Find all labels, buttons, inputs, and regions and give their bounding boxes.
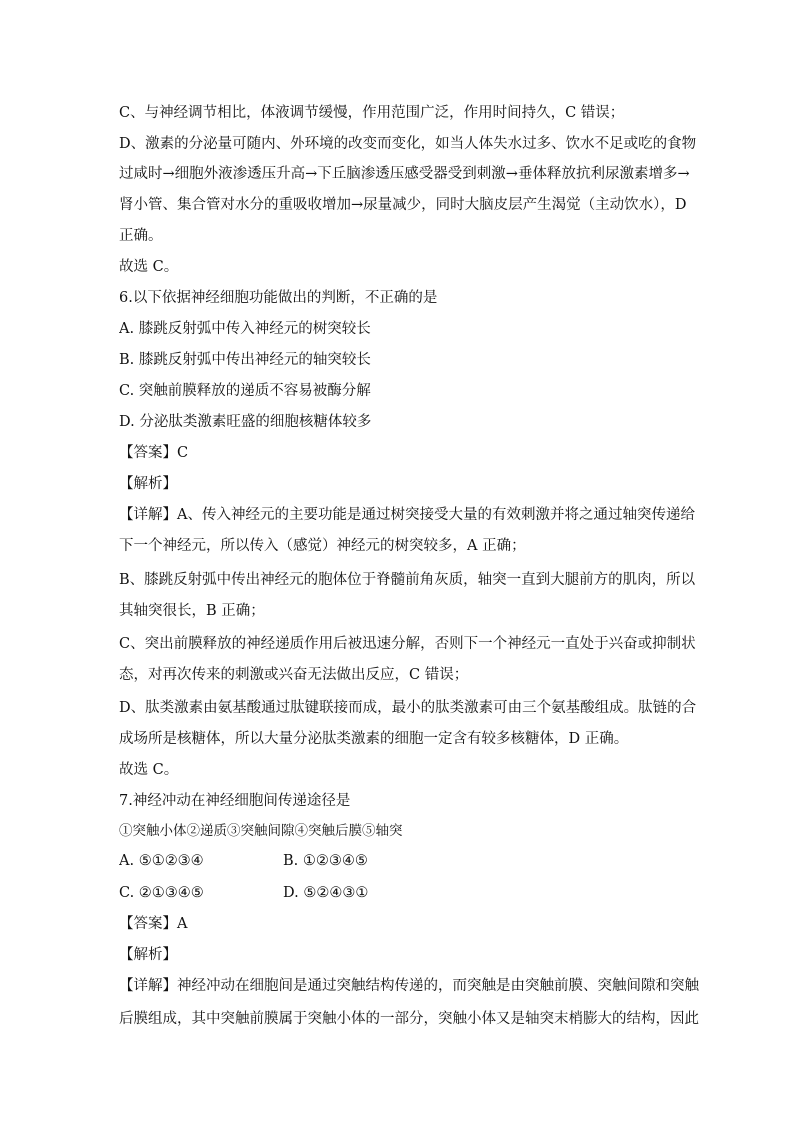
- question-6-detail-line-3: B、膝跳反射弧中传出神经元的胞体位于脊髓前角灰质，轴突一直到大腿前方的肌肉，所以: [119, 572, 696, 588]
- question-6-analysis-label: 【解析】: [119, 476, 177, 492]
- question-6-detail-line-6: 态，对再次传来的刺激或兴奋无法做出反应，C 错误；: [119, 667, 469, 683]
- paragraph-d-line-1: D、激素的分泌量可随内、外环境的改变而变化，如当人体失水过多、饮水不足或吃的食物: [119, 136, 697, 152]
- paragraph-d-line-3: 肾小管、集合管对水分的重吸收增加→尿量减少，同时大脑皮层产生渴觉（主动饮水），D: [119, 197, 687, 213]
- paragraph-d-line-4: 正确。: [119, 228, 163, 244]
- question-6-detail-line-5: C、突出前膜释放的神经递质作用后被迅速分解，否则下一个神经元一直处于兴奋或抑制状: [119, 636, 696, 652]
- question-6-detail-line-7: D、肽类激素由氨基酸通过肽键联接而成，最小的肽类激素可由三个氨基酸组成。肽链的合: [119, 700, 697, 716]
- question-6-detail-line-8: 成场所是核糖体，所以大量分泌肽类激素的细胞一定含有较多核糖体，D 正确。: [119, 731, 629, 747]
- question-7-answer: 【答案】A: [119, 916, 188, 932]
- question-7-detail-line-2: 后膜组成，其中突触前膜属于突触小体的一部分，突触小体又是轴突末梢膨大的结构，因此: [119, 1011, 699, 1027]
- question-6-option-a: A. 膝跳反射弧中传入神经元的树突较长: [119, 321, 371, 337]
- question-6-choose: 故选 C。: [119, 762, 179, 778]
- question-7-option-d: D. ⑤②④③①: [283, 885, 369, 901]
- question-6-option-d: D. 分泌肽类激素旺盛的细胞核糖体较多: [119, 414, 372, 430]
- question-6-detail-line-2: 下一个神经元，所以传入（感觉）神经元的树突较多，A 正确；: [119, 538, 526, 554]
- paragraph-c: C、与神经调节相比，体液调节缓慢，作用范围广泛，作用时间持久，C 错误；: [119, 105, 625, 121]
- question-6-stem: 6.以下依据神经细胞功能做出的判断，不正确的是: [119, 290, 438, 306]
- question-6-answer: 【答案】C: [119, 445, 189, 461]
- question-6-option-b: B. 膝跳反射弧中传出神经元的轴突较长: [119, 352, 371, 368]
- question-7-detail-line-1: 【详解】神经冲动在细胞间是通过突触结构传递的，而突触是由突触前膜、突触间隙和突触: [119, 978, 699, 994]
- question-7-stem: 7.神经冲动在神经细胞间传递途径是: [119, 793, 351, 809]
- paragraph-d-line-2: 过咸时→细胞外液渗透压升高→下丘脑渗透压感受器受到刺激→垂体释放抗利尿激素增多→: [119, 166, 690, 182]
- question-6-detail-line-4: 其轴突很长，B 正确；: [119, 603, 265, 619]
- question-7-option-b: B. ①②③④⑤: [283, 853, 368, 869]
- question-7-option-c: C. ②①③④⑤: [119, 885, 204, 901]
- question-6-detail-line-1: 【详解】A、传入神经元的主要功能是通过树突接受大量的有效刺激并将之通过轴突传递给: [119, 507, 695, 523]
- question-7-option-a: A. ⑤①②③④: [119, 853, 204, 869]
- choose-line: 故选 C。: [119, 259, 179, 275]
- question-7-analysis-label: 【解析】: [119, 947, 177, 963]
- question-6-option-c: C. 突触前膜释放的递质不容易被酶分解: [119, 383, 371, 399]
- question-7-items: ①突触小体②递质③突触间隙④突触后膜⑤轴突: [119, 823, 403, 839]
